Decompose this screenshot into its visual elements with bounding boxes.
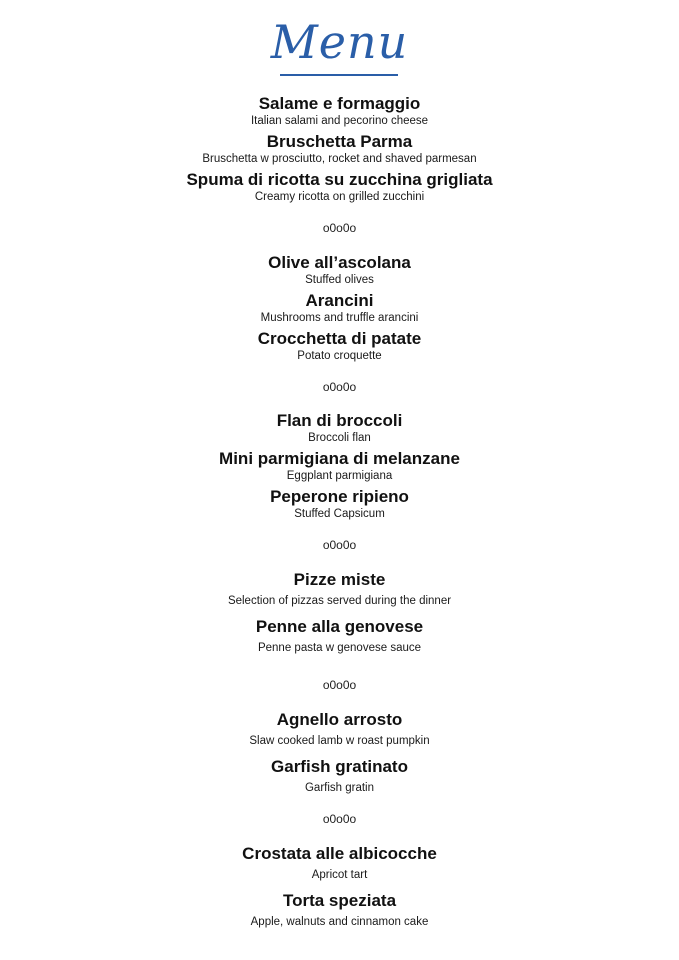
course-separator: o0o0o (322, 221, 357, 235)
title-underline (280, 74, 398, 76)
menu-header (0, 14, 679, 70)
menu-item (0, 411, 679, 446)
course-separator: o0o0o (322, 538, 357, 552)
dish-name: Arancini (305, 291, 374, 310)
dish-name: Mini parmigiana di melanzane (219, 449, 460, 468)
dish-name: Garfish gratinato (271, 757, 408, 776)
dish-description: Apple, walnuts and cinnamon cake (250, 916, 429, 928)
course-separator: o0o0o (322, 678, 357, 692)
dish-description: Apricot tart (311, 869, 368, 881)
dish-description: Bruschetta w prosciutto, rocket and shaved parmesan (202, 153, 477, 165)
menu-item (0, 329, 679, 364)
dish-description: Stuffed Capsicum (294, 508, 385, 520)
dish-description: Garfish gratin (304, 782, 375, 794)
dish-name: Olive all’ascolana (268, 253, 411, 272)
course-separator: o0o0o (322, 812, 357, 826)
dish-description: Eggplant parmigiana (286, 470, 393, 482)
dish-name: Penne alla genovese (255, 617, 424, 636)
menu-item (0, 487, 679, 522)
course-secondi (0, 710, 679, 804)
course-separator: o0o0o (322, 380, 357, 394)
dish-description: Penne pasta w genovese sauce (257, 642, 422, 654)
dish-name: Crocchetta di patate (257, 329, 422, 348)
dish-name: Torta speziata (282, 891, 397, 910)
menu-item (0, 253, 679, 288)
dish-description: Mushrooms and truffle arancini (260, 312, 419, 324)
menu-item (0, 757, 679, 796)
menu-item (0, 617, 679, 656)
menu-item (0, 170, 679, 205)
menu-item (0, 710, 679, 749)
menu-item (0, 449, 679, 484)
dish-description: Slaw cooked lamb w roast pumpkin (249, 735, 430, 747)
dish-name: Peperone ripieno (270, 487, 409, 506)
dish-description: Italian salami and pecorino cheese (250, 115, 429, 127)
menu-item (0, 291, 679, 326)
menu-item (0, 132, 679, 167)
menu-item (0, 94, 679, 129)
course-antipasti-2 (0, 253, 679, 364)
dish-description: Creamy ricotta on grilled zucchini (254, 191, 425, 203)
menu-item (0, 570, 679, 609)
dish-name: Agnello arrosto (276, 710, 403, 729)
dish-description: Stuffed olives (305, 274, 374, 286)
dish-name: Crostata alle albicocche (242, 844, 437, 863)
menu-item (0, 844, 679, 883)
dish-description: Selection of pizzas served during the dinner (227, 595, 452, 607)
dish-name: Bruschetta Parma (266, 132, 413, 151)
dish-name: Salame e formaggio (258, 94, 421, 113)
dish-name: Pizze miste (293, 570, 386, 589)
menu-item (0, 891, 679, 930)
dish-name: Spuma di ricotta su zucchina grigliata (186, 170, 493, 189)
course-dolci (0, 844, 679, 938)
course-antipasti-3 (0, 411, 679, 522)
dish-description: Potato croquette (297, 350, 382, 362)
dish-description: Broccoli flan (308, 432, 371, 444)
menu-title: Menu (270, 15, 409, 69)
course-primi (0, 570, 679, 664)
course-antipasti-1 (0, 94, 679, 205)
dish-name: Flan di broccoli (276, 411, 403, 430)
